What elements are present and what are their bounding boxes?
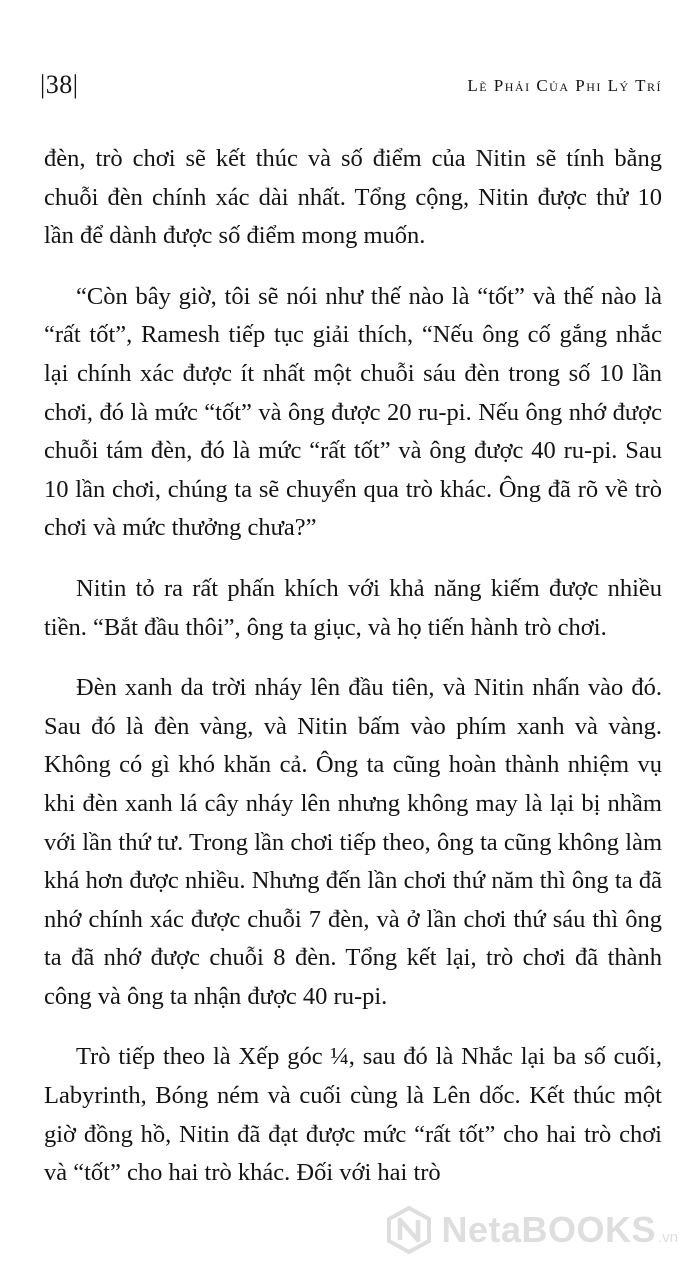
paragraph-4: Đèn xanh da trời nháy lên đầu tiên, và Nitin nhấn vào đó. Sau đó là đèn vàng, và Nitin bấm vào phím xanh và vàng. Không có gì khó khăn cả. Ông ta cũng hoàn thành nhiệm vụ khi đèn xanh lá cây nháy lên nhưng không may là lại bị nhầm với lần thứ tư. Trong lần chơi tiếp theo, ông ta cũng không làm khá hơn được nhiều. Nhưng đến lần chơi thứ năm thì ông ta đã nhớ chính xác được chuỗi 7 đèn, và ở lần chơi thứ sáu thì ông ta đã nhớ được chuỗi 8 đèn. Tổng kết lại, trò chơi đã thành công và ông ta nhận được 40 ru-pi. — [44, 674, 662, 1010]
paragraph-3: Nitin tỏ ra rất phấn khích với khả năng kiếm được nhiều tiền. “Bắt đầu thôi”, ông ta giục, và họ tiến hành trò chơi. — [44, 574, 662, 641]
body-text — [44, 140, 662, 1215]
watermark-brand: NetaBOOKS — [441, 1209, 656, 1250]
page-header — [40, 66, 662, 106]
paragraph-5: Trò tiếp theo là Xếp góc ¼, sau đó là Nhắc lại ba số cuối, Labyrinth, Bóng ném và cuối cùng là Lên dốc. Kết thúc một giờ đồng hồ, Nitin đã đạt được mức “rất tốt” cho hai trò chơi và “tốt” cho hai trò khác. Đối với hai trò — [44, 1043, 662, 1187]
paragraph-2: “Còn bây giờ, tôi sẽ nói như thế nào là “tốt” và thế nào là “rất tốt”, Ramesh tiếp tục giải thích, “Nếu ông cố gắng nhắc lại chính xác được ít nhất một chuỗi sáu đèn trong số 10 lần chơi, đó là mức “tốt” và ông được 20 ru-pi. Nếu ông nhớ được chuỗi tám đèn, đó là mức “rất tốt” và ông được 40 ru-pi. Sau 10 lần chơi, chúng ta sẽ chuyển qua trò khác. Ông đã rõ về trò chơi và mức thưởng chưa?” — [44, 282, 662, 542]
watermark-suffix: .vn — [657, 1229, 678, 1246]
running-title: Lẽ Phải Của Phi Lý Trí — [467, 76, 662, 95]
page-number: |38| — [40, 70, 79, 99]
paragraph-1: đèn, trò chơi sẽ kết thúc và số điểm của Nitin sẽ tính bằng chuỗi đèn chính xác dài nhất. Tổng cộng, Nitin được thử 10 lần để dành được số điểm mong muốn. — [44, 145, 662, 250]
